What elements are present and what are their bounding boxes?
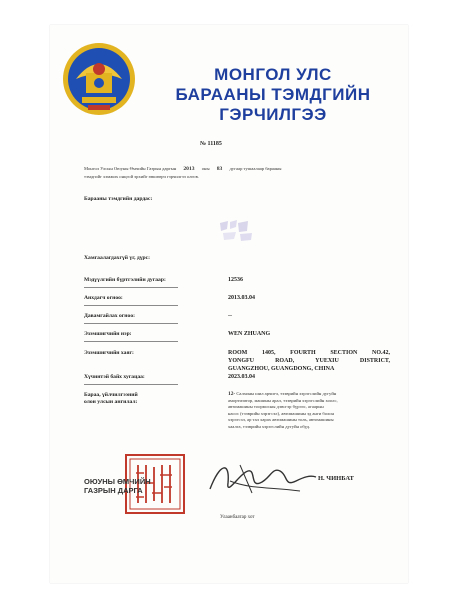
office-title-line-2: ГАЗРЫН ДАРГА bbox=[84, 486, 143, 495]
separator bbox=[84, 323, 178, 324]
app-number-value: 12536 bbox=[228, 277, 243, 283]
priority-date-value: -- bbox=[228, 313, 232, 319]
intro-part-1: Монгол Улсын Оюуны Өмчийн Газрын даргын bbox=[84, 166, 177, 171]
office-title-line-1: ОЮУНЫ ӨМЧИЙН bbox=[84, 477, 151, 486]
trademark-label: Барааны тэмдгийн дардас: bbox=[84, 196, 153, 202]
goods-line-4: насос (тээврийн хэрэгсэл), автомашины эд анги болон bbox=[228, 410, 334, 416]
goods-description bbox=[228, 391, 392, 431]
owner-address-line-3: GUANGZHOU, GUANGDONG, CHINA bbox=[228, 366, 335, 372]
goods-line-5: хэрэгсэл, ар тал харах автомашины толь, автомашины bbox=[228, 417, 334, 423]
owner-address-label: Эзэмшигчийн хаяг: bbox=[84, 350, 134, 356]
intro-order-no: 83 bbox=[216, 166, 223, 172]
number-value: 11185 bbox=[207, 141, 222, 147]
issue-city: Улаанбаатар хот bbox=[220, 515, 255, 520]
owner-name-label: Эзэмшигчийн нэр: bbox=[84, 331, 132, 337]
validity-value: 2023.03.04 bbox=[228, 374, 255, 380]
title-line-2: БАРААНЫ ТЭМДГИЙН bbox=[175, 85, 371, 104]
owner-address-line-2: YONGFU ROAD, YUEXIU DISTRICT, bbox=[228, 358, 390, 364]
goods-line-2: амортизатор, машины арал, тээврийн хэрэгслийн хоолс, bbox=[228, 397, 338, 403]
intro-year: 2013 bbox=[183, 166, 195, 172]
owner-address-line-1: ROOM 1405, FOURTH SECTION NO.42, bbox=[228, 350, 390, 356]
title-line-3: ГЭРЧИЛГЭЭ bbox=[219, 105, 327, 124]
certificate-page bbox=[50, 25, 408, 583]
validity-label: Хүчинтэй байх хугацаа: bbox=[84, 374, 145, 380]
filing-date-label: Анхдагч огноо: bbox=[84, 295, 123, 301]
protected-label: Хамгаалагдахгүй үг, дүрс: bbox=[84, 255, 150, 261]
trademark-image bbox=[218, 217, 258, 243]
title-line-1: МОНГОЛ УЛС bbox=[214, 65, 332, 84]
owner-name-value: WEN ZHUANG bbox=[228, 331, 271, 337]
number-prefix: № bbox=[200, 141, 207, 147]
goods-line-6: хаалга, тээврийн хэрэгслийн дугуйн обуд. bbox=[228, 423, 311, 429]
separator bbox=[84, 287, 178, 288]
intro-part-3: дугаар тушаалаар барааны bbox=[229, 166, 282, 171]
intro-line-2: тэмдгийг хэмжих онцгой эрхийг өвшөөрч гэрчилгээ олгов. bbox=[84, 174, 199, 179]
separator bbox=[84, 384, 178, 385]
goods-label-line-1: Бараа, үйлчилгээний bbox=[84, 392, 138, 398]
separator bbox=[84, 341, 178, 342]
separator bbox=[84, 305, 178, 306]
state-emblem bbox=[62, 39, 136, 117]
priority-date-label: Давамгайлах огноо: bbox=[84, 313, 135, 319]
goods-line-1: Салхины шил арчигч, тээврийн хэрэгслийн дугуйн bbox=[236, 391, 337, 396]
intro-line-1 bbox=[84, 166, 384, 172]
intro-part-2: оны bbox=[201, 166, 210, 171]
signature bbox=[200, 453, 320, 503]
goods-line-3: автомашины тоормосны дэвсгэр бүрээс, агаарын bbox=[228, 404, 324, 410]
filing-date-value: 2013.03.04 bbox=[228, 295, 255, 301]
goods-label-line-2: олон улсын ангилал: bbox=[84, 399, 138, 405]
goods-class-number: 12- bbox=[228, 391, 236, 397]
certificate-number bbox=[200, 141, 222, 147]
signer-name: Н. ЧИНБАТ bbox=[318, 475, 354, 482]
app-number-label: Мэдүүлгийн бүртгэлийн дугаар: bbox=[84, 277, 166, 283]
